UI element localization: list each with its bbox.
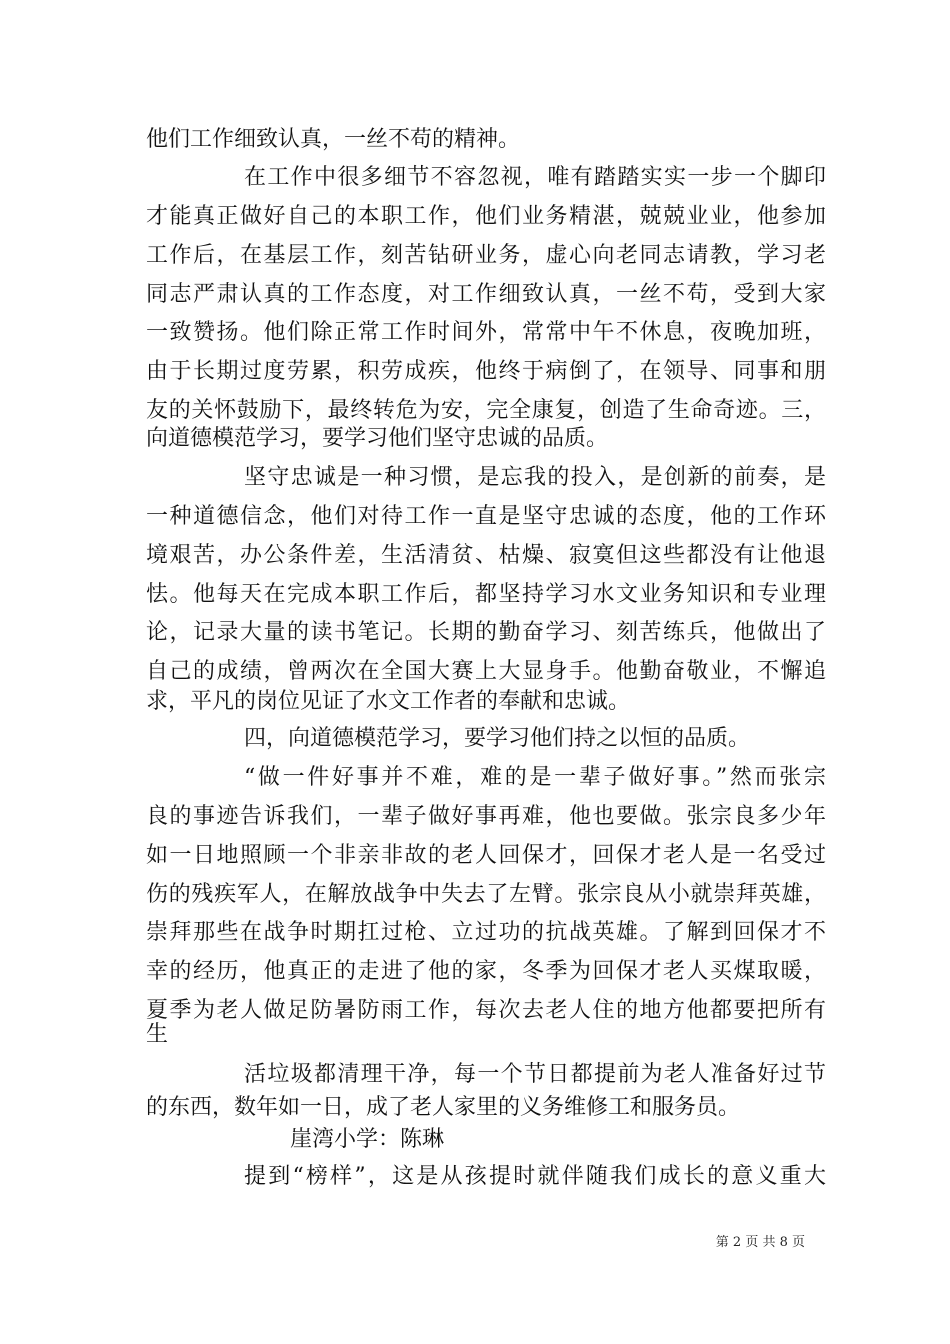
text-line-7: 由于长期过度劳累，积劳成疾，他终于病倒了，在领导、同事和朋 — [146, 359, 826, 384]
text-line-29: 提到“榜样”，这是从孩提时就伴随我们成长的意义重大 — [244, 1164, 826, 1189]
page-footer: 第 2 页 共 8 页 — [715, 1235, 805, 1250]
text-line-9: 向道德模范学习，要学习他们坚守忠诚的品质。 — [146, 426, 609, 451]
text-line-22: 崇拜那些在战争时期扛过枪、立过功的抗战英雄。了解到回保才不 — [146, 920, 826, 945]
text-line-17: 四，向道德模范学习，要学习他们持之以恒的品质。 — [244, 726, 751, 751]
text-line-25: 生 — [146, 1022, 169, 1047]
text-line-27: 的东西，数年如一日，成了老人家里的义务维修工和服务员。 — [146, 1095, 741, 1120]
text-line-21: 伤的残疾军人，在解放战争中失去了左臂。张宗良从小就崇拜英雄， — [146, 882, 826, 907]
text-line-2: 在工作中很多细节不容忽视，唯有踏踏实实一步一个脚印 — [244, 165, 826, 190]
text-line-4: 工作后，在基层工作，刻苦钻研业务，虚心向老同志请教，学习老 — [146, 243, 826, 268]
text-line-14: 论，记录大量的读书笔记。长期的勤奋学习、刻苦练兵，他做出了 — [146, 620, 826, 645]
text-line-13: 怯。他每天在完成本职工作后，都坚持学习水文业务知识和专业理 — [146, 582, 826, 607]
text-line-28-author: 崖湾小学：陈琳 — [290, 1127, 445, 1152]
text-line-3: 才能真正做好自己的本职工作，他们业务精湛，兢兢业业，他参加 — [146, 204, 826, 229]
text-line-24: 夏季为老人做足防暑防雨工作，每次去老人住的地方他都要把所有 — [146, 998, 826, 1023]
text-line-5: 同志严肃认真的工作态度，对工作细致认真，一丝不苟，受到大家 — [146, 282, 826, 307]
text-line-6: 一致赞扬。他们除正常工作时间外，常常中午不休息，夜晚加班， — [146, 320, 826, 345]
text-line-20: 如一日地照顾一个非亲非故的老人回保才，回保才老人是一名受过 — [146, 843, 826, 868]
text-line-10: 坚守忠诚是一种习惯，是忘我的投入，是创新的前奏，是 — [244, 465, 826, 490]
text-line-23: 幸的经历，他真正的走进了他的家，冬季为回保才老人买煤取暖， — [146, 959, 826, 984]
text-line-1: 他们工作细致认真，一丝不苟的精神。 — [146, 127, 521, 152]
text-line-26: 活垃圾都清理干净，每一个节日都提前为老人准备好过节 — [244, 1062, 826, 1087]
text-line-19: 良的事迹告诉我们，一辈子做好事再难，他也要做。张宗良多少年 — [146, 804, 826, 829]
text-line-11: 一种道德信念，他们对待工作一直是坚守忠诚的态度，他的工作环 — [146, 504, 826, 529]
text-line-16: 求，平凡的岗位见证了水文工作者的奉献和忠诚。 — [146, 689, 631, 714]
text-line-8: 友的关怀鼓励下，最终转危为安，完全康复，创造了生命奇迹。三， — [146, 398, 826, 423]
text-line-15: 自己的成绩，曾两次在全国大赛上大显身手。他勤奋敬业，不懈追 — [146, 659, 826, 684]
text-line-18: “做一件好事并不难，难的是一辈子做好事。”然而张宗 — [244, 765, 826, 790]
text-line-12: 境艰苦，办公条件差，生活清贫、枯燥、寂寞但这些都没有让他退 — [146, 543, 826, 568]
